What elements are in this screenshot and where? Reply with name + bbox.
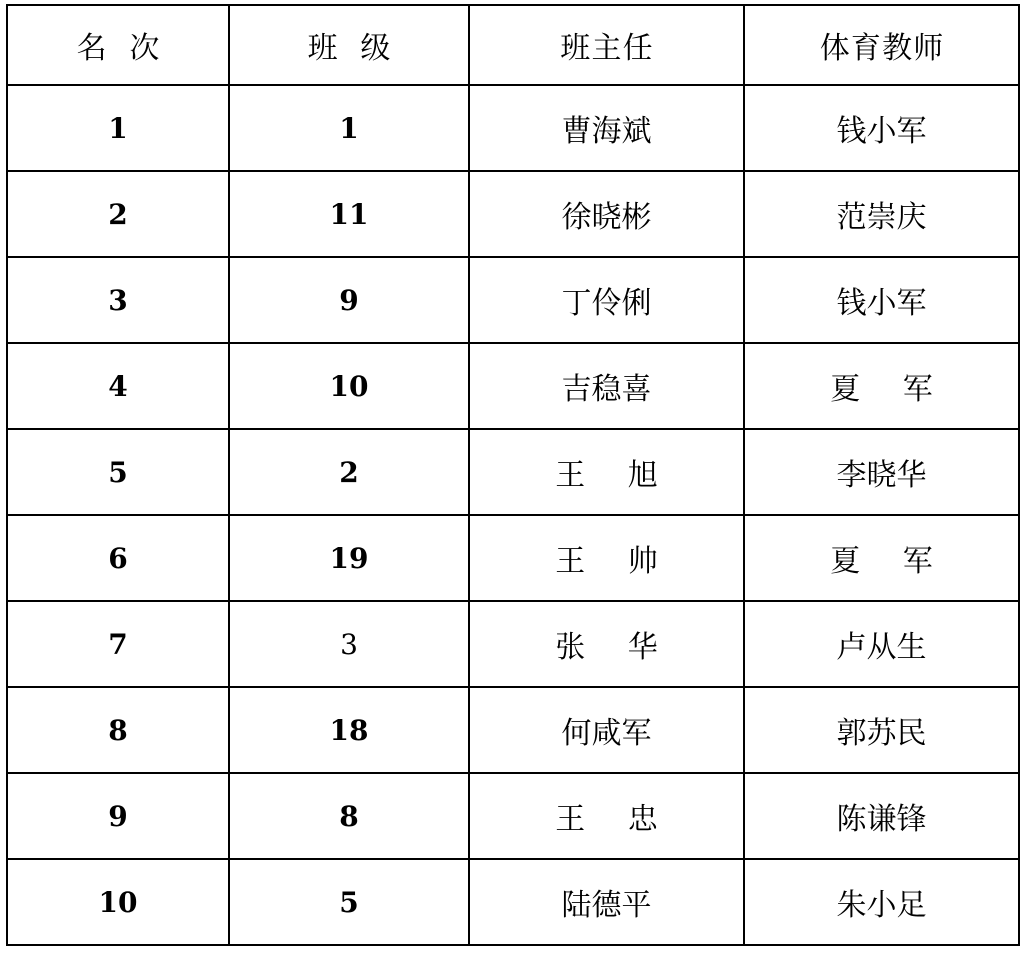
cell-pe-teacher: 钱小军 (744, 85, 1019, 171)
ranking-table (6, 4, 1020, 946)
cell-rank: 5 (7, 429, 229, 515)
cell-class: 9 (229, 257, 469, 343)
table-row (7, 601, 1019, 687)
table-row (7, 343, 1019, 429)
cell-head-teacher: 曹海斌 (469, 85, 744, 171)
table-header-row (7, 5, 1019, 85)
cell-class: 10 (229, 343, 469, 429)
cell-pe-teacher: 范崇庆 (744, 171, 1019, 257)
cell-class: 19 (229, 515, 469, 601)
cell-class: 8 (229, 773, 469, 859)
cell-rank: 4 (7, 343, 229, 429)
cell-head-teacher: 张 华 (469, 601, 744, 687)
cell-rank: 8 (7, 687, 229, 773)
cell-pe-teacher: 朱小足 (744, 859, 1019, 945)
cell-class: 2 (229, 429, 469, 515)
cell-class: 18 (229, 687, 469, 773)
column-header-pe-teacher: 体育教师 (744, 5, 1019, 85)
cell-rank: 10 (7, 859, 229, 945)
cell-pe-teacher: 夏 军 (744, 343, 1019, 429)
table-row (7, 773, 1019, 859)
table-row (7, 515, 1019, 601)
table-header (7, 5, 1019, 85)
cell-class: 5 (229, 859, 469, 945)
cell-rank: 6 (7, 515, 229, 601)
cell-head-teacher: 吉稳喜 (469, 343, 744, 429)
cell-pe-teacher: 陈谦锋 (744, 773, 1019, 859)
cell-head-teacher: 何咸军 (469, 687, 744, 773)
cell-head-teacher: 王 旭 (469, 429, 744, 515)
cell-rank: 9 (7, 773, 229, 859)
cell-rank: 2 (7, 171, 229, 257)
table-row (7, 257, 1019, 343)
cell-head-teacher: 徐晓彬 (469, 171, 744, 257)
cell-pe-teacher: 钱小军 (744, 257, 1019, 343)
table-row (7, 429, 1019, 515)
cell-rank: 1 (7, 85, 229, 171)
table-row (7, 687, 1019, 773)
cell-pe-teacher: 郭苏民 (744, 687, 1019, 773)
cell-head-teacher: 丁伶俐 (469, 257, 744, 343)
cell-pe-teacher: 夏 军 (744, 515, 1019, 601)
cell-head-teacher: 王 帅 (469, 515, 744, 601)
cell-class: 1 (229, 85, 469, 171)
table-row (7, 171, 1019, 257)
cell-pe-teacher: 卢从生 (744, 601, 1019, 687)
cell-rank: 7 (7, 601, 229, 687)
column-header-rank: 名 次 (7, 5, 229, 85)
column-header-head-teacher: 班主任 (469, 5, 744, 85)
cell-head-teacher: 王 忠 (469, 773, 744, 859)
table-body (7, 85, 1019, 945)
cell-class: 3 (229, 601, 469, 687)
cell-head-teacher: 陆德平 (469, 859, 744, 945)
column-header-class: 班 级 (229, 5, 469, 85)
table-row (7, 859, 1019, 945)
cell-rank: 3 (7, 257, 229, 343)
cell-pe-teacher: 李晓华 (744, 429, 1019, 515)
cell-class: 11 (229, 171, 469, 257)
table-row (7, 85, 1019, 171)
